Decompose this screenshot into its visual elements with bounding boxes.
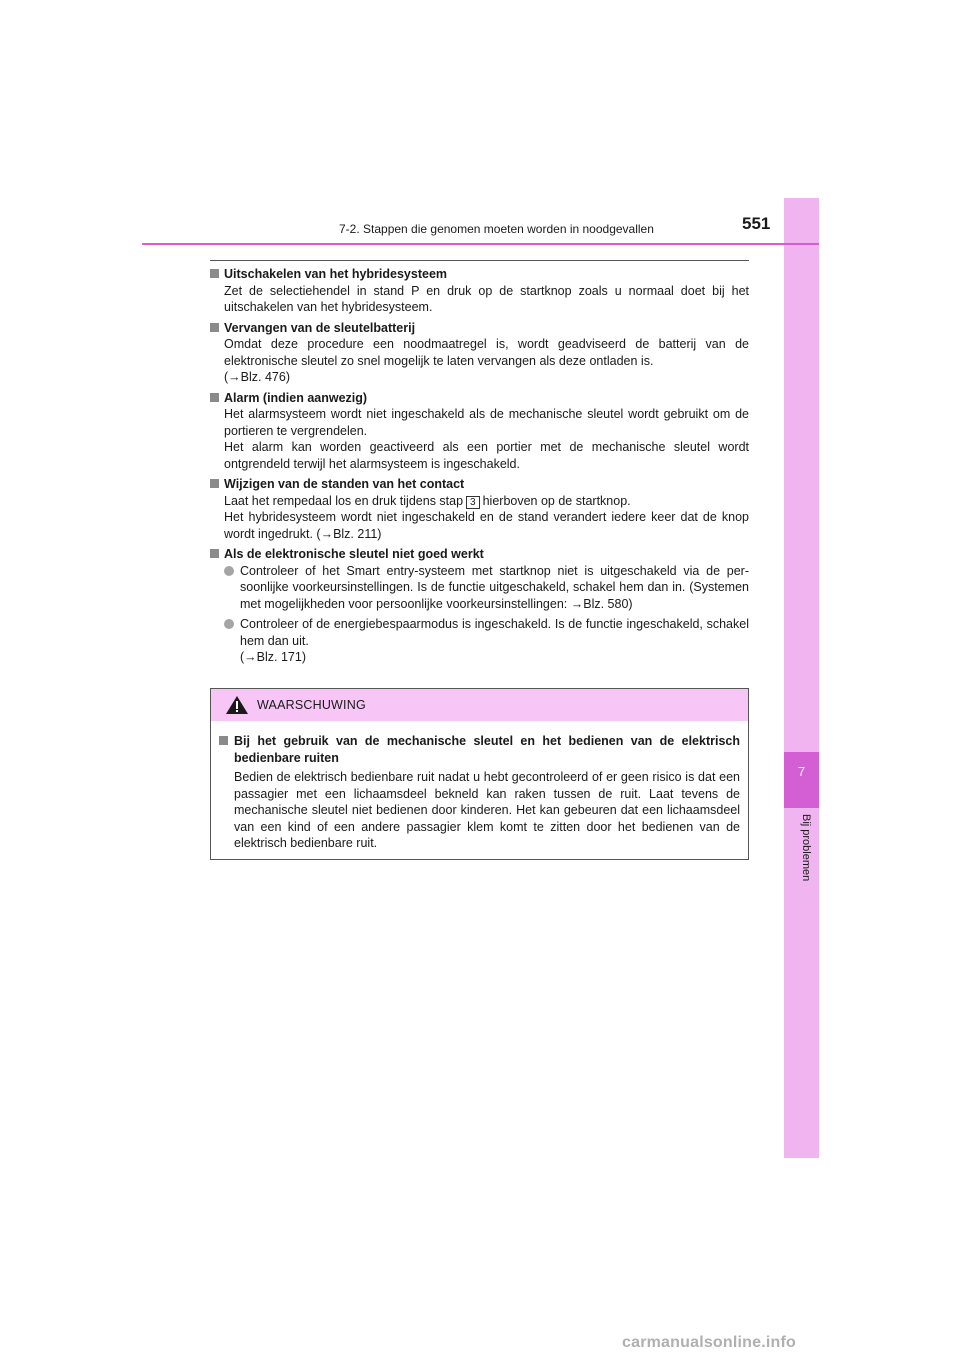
square-bullet-icon [210, 549, 219, 558]
bullet-item [210, 563, 749, 613]
item-title: Uitschakelen van het hybridesysteem [224, 267, 448, 281]
content-divider [210, 260, 749, 261]
header-divider [142, 243, 819, 245]
warning-triangle-icon [225, 695, 249, 715]
chapter-title: Bij problemen [800, 814, 812, 882]
bullet-text-group [240, 616, 749, 666]
warning-box [210, 688, 749, 860]
round-bullet-icon [224, 566, 234, 576]
item-body-end: hierboven op de startknop. [482, 493, 631, 508]
chapter-number: 7 [797, 764, 806, 779]
bullet-text: Controleer of het Smart entry-systeem met startknop niet is uitgeschakeld via de per-soonlijke voorkeursinstellingen. Is de functie uitgeschakeld, schakel hem dan in. (Systemen met mogelijkheden voor persoonlijke voorkeursinstellingen: →Blz. 580) [240, 563, 749, 611]
page-content [210, 266, 749, 670]
page-number: 551 [742, 214, 771, 233]
warning-header [211, 689, 748, 721]
warning-title: WAARSCHUWING [257, 698, 366, 712]
item-body: Het hybridesysteem wordt niet ingeschakeld en de stand verandert iedere keer dat de knop wordt ingedrukt. (→Blz. 211) [224, 510, 749, 541]
info-item [210, 320, 749, 386]
bullet-text: Controleer of de energiebespaarmodus is ingeschakeld. Is de functie ingeschakeld, schakel hem dan uit. [240, 617, 749, 648]
item-body: Zet de selectiehendel in stand P en druk op de startknop zoals u normaal doet bij het uitschakelen van het hybridesysteem. [224, 283, 749, 314]
square-bullet-icon [210, 393, 219, 402]
item-body: Het alarmsysteem wordt niet ingeschakeld als de mechanische sleutel wordt gebruikt om de portieren te vergrendelen. [224, 407, 749, 438]
info-item [210, 390, 749, 473]
chapter-side-tab [784, 198, 819, 1158]
item-title: Vervangen van de sleutelbatterij [224, 320, 416, 335]
square-bullet-icon [210, 269, 219, 278]
page-reference: (→Blz. 476) [224, 370, 290, 384]
bullet-item [210, 616, 749, 666]
item-body: Het alarm kan worden geactiveerd als een portier met de mechanische sleutel wordt ontgrendeld terwijl het alarmsysteem is ingeschakeld. [224, 440, 749, 471]
section-title: 7-2. Stappen die genomen moeten worden in noodgevallen [339, 222, 654, 236]
round-bullet-icon [224, 619, 234, 629]
watermark: carmanualsonline.info [622, 1334, 797, 1351]
item-body-start: Laat het rempedaal los en druk tijdens stap [224, 493, 464, 508]
warning-item-title: Bij het gebruik van de mechanische sleutel en het bedienen van de elektrisch bedienbare ruiten [234, 734, 740, 765]
item-body [224, 493, 749, 510]
warning-body [211, 721, 748, 852]
step-number-badge: 3 [466, 496, 480, 509]
chapter-side-tab-active [784, 752, 819, 808]
info-item [210, 476, 749, 542]
item-title: Als de elektronische sleutel niet goed werkt [224, 547, 484, 561]
item-title: Alarm (indien aanwezig) [224, 390, 368, 405]
warning-item-body: Bedien de elektrisch bedienbare ruit nadat u hebt gecontroleerd of er geen risico is dat een passagier met een lichaamsdeel bekneld kan raken tussen de ruit. Laat tevens de mechanische sleutel niet bedienen door kinderen. Het kan gebeuren dat een lichaamsdeel van een kind of een andere passagier klem komt te zitten door het bedienen van de elektrisch bedienbare ruit. [234, 770, 740, 850]
square-bullet-icon [210, 479, 219, 488]
square-bullet-icon [210, 323, 219, 332]
square-bullet-icon [219, 736, 228, 745]
info-item [210, 546, 749, 666]
page-reference: (→Blz. 171) [240, 650, 306, 664]
info-item [210, 266, 749, 316]
item-body: Omdat deze procedure een noodmaatregel is, wordt geadviseerd de batterij van de elektronische sleutel zo snel mogelijk te laten vervangen als deze ontladen is. [224, 337, 749, 368]
item-title: Wijzigen van de standen van het contact [224, 477, 465, 491]
